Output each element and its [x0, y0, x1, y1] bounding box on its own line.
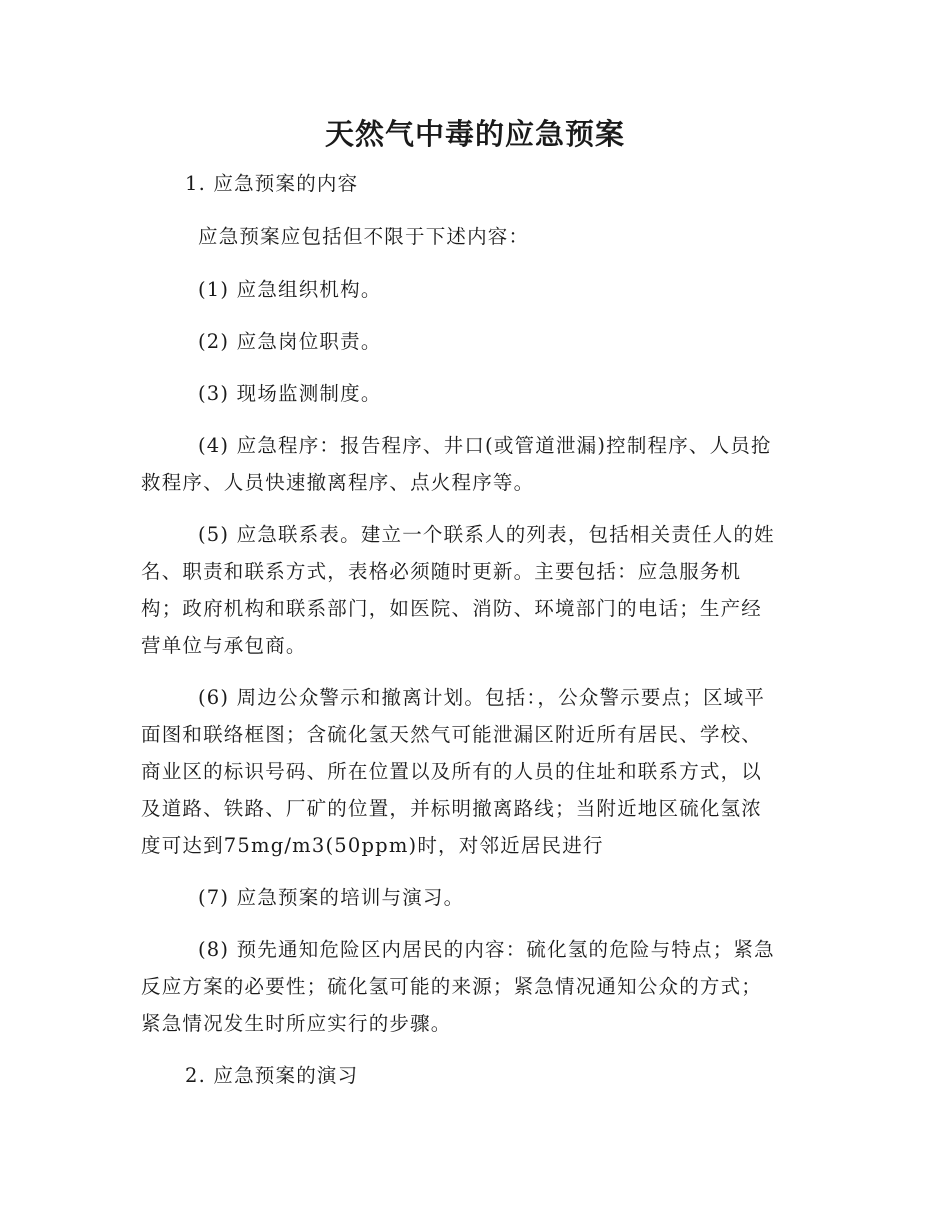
item-line: (5) 应急联系表。建立一个联系人的列表，包括相关责任人的姓 [198, 523, 775, 546]
list-item [141, 879, 809, 916]
item-line: 面图和联络框图；含硫化氢天然气可能泄漏区附近所有居民、学校、 [141, 723, 763, 746]
list-item [141, 375, 809, 412]
item-line: (3) 现场监测制度。 [198, 382, 382, 405]
list-item [141, 271, 809, 308]
item-line: 救程序、人员快速撤离程序、点火程序等。 [141, 471, 535, 494]
section-heading-2: 2. 应急预案的演习 [185, 1064, 359, 1087]
list-item [141, 427, 809, 501]
item-line: 及道路、铁路、厂矿的位置，并标明撤离路线；当附近地区硫化氢浓 [141, 797, 763, 820]
item-line: 名、职责和联系方式，表格必须随时更新。主要包括：应急服务机 [141, 560, 742, 583]
section-heading-1: 1. 应急预案的内容 [185, 172, 359, 195]
document-title: 天然气中毒的应急预案 [324, 117, 625, 151]
item-line: 商业区的标识号码、所在位置以及所有的人员的住址和联系方式，以 [141, 760, 763, 783]
item-line: (8) 预先通知危险区内居民的内容：硫化氢的危险与特点；紧急 [198, 938, 775, 961]
item-line: 营单位与承包商。 [141, 634, 307, 657]
item-line: (6) 周边公众警示和撤离计划。包括：，公众警示要点；区域平 [198, 686, 766, 709]
intro-paragraph: 应急预案应包括但不限于下述内容： [198, 225, 530, 248]
list-item [141, 931, 809, 1042]
item-line: 构；政府机构和联系部门，如医院、消防、环境部门的电话；生产经 [141, 597, 763, 620]
item-line: (7) 应急预案的培训与演习。 [198, 886, 465, 909]
item-line: 紧急情况发生时所应实行的步骤。 [141, 1012, 452, 1035]
document-body [141, 165, 809, 1110]
list-item [141, 516, 809, 664]
list-item [141, 323, 809, 360]
item-line: (2) 应急岗位职责。 [198, 330, 382, 353]
item-line: (1) 应急组织机构。 [198, 278, 382, 301]
item-line: 反应方案的必要性；硫化氢可能的来源；紧急情况通知公众的方式； [141, 975, 763, 998]
item-line: (4) 应急程序：报告程序、井口(或管道泄漏)控制程序、人员抢 [198, 434, 772, 457]
item-line: 度可达到75mg/m3(50ppm)时，对邻近居民进行 [141, 834, 604, 857]
list-item [141, 679, 809, 864]
